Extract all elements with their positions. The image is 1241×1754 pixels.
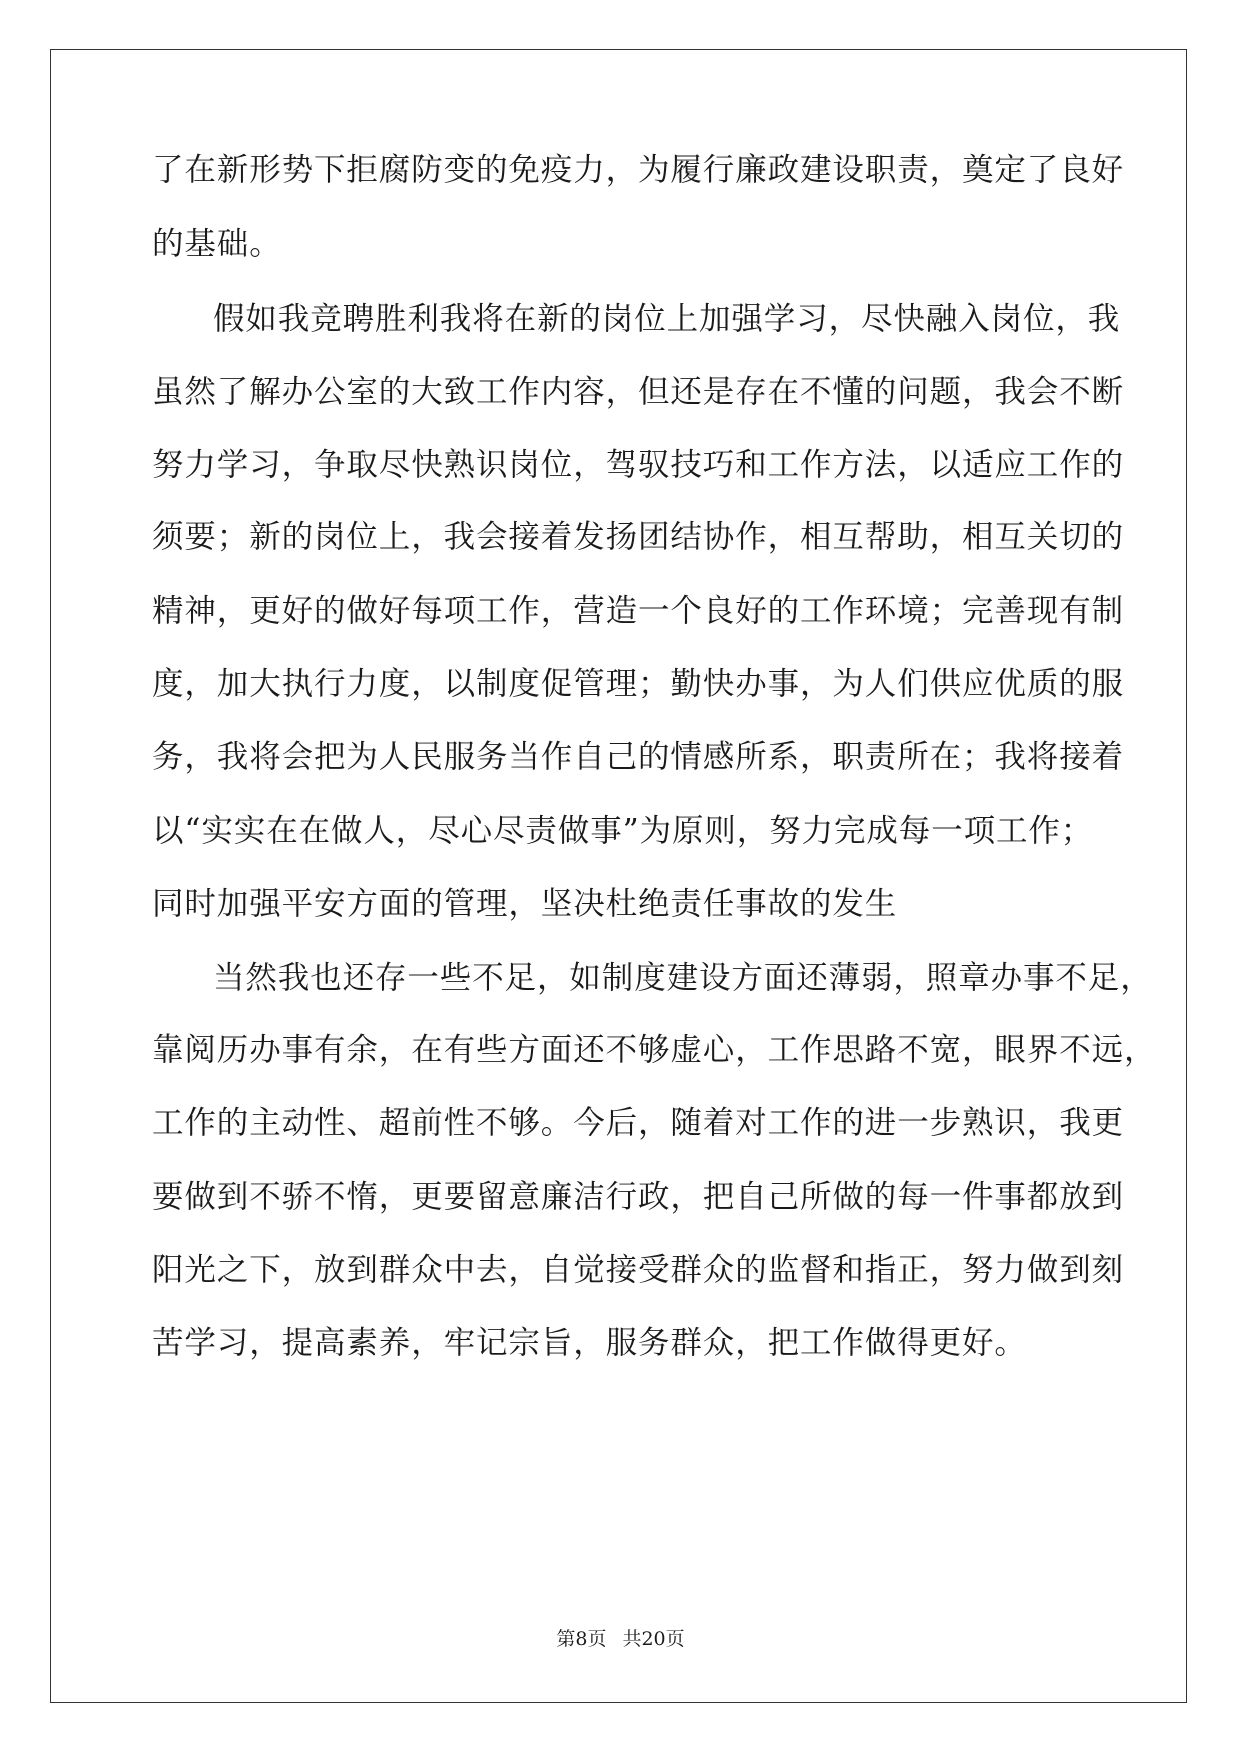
text-line: 假如我竞聘胜利我将在新的岗位上加强学习，尽快融入岗位，我 [213, 301, 1121, 337]
text-line: 了在新形势下拒腐防变的免疫力，为履行廉政建设职责，奠定了良好 [152, 152, 1125, 188]
page-footer [0, 1627, 1241, 1651]
page-border [50, 49, 1187, 1703]
total-pages-label: 共20页 [622, 1628, 685, 1650]
text-line: 要做到不骄不惰，更要留意廉洁行政，把自己所做的每一件事都放到 [152, 1179, 1125, 1215]
text-line: 靠阅历办事有余，在有些方面还不够虚心，工作思路不宽，眼界不远， [152, 1032, 1157, 1068]
current-page-label: 第8页 [556, 1628, 607, 1650]
text-line: 务，我将会把为人民服务当作自己的情感所系，职责所在；我将接着 [152, 739, 1125, 775]
text-line: 同时加强平安方面的管理，坚决杜绝责任事故的发生 [152, 886, 898, 922]
text-line: 苦学习，提高素养，牢记宗旨，服务群众，把工作做得更好。 [152, 1325, 1027, 1361]
text-line: 须要；新的岗位上，我会接着发扬团结协作，相互帮助，相互关切的 [152, 519, 1125, 555]
text-line: 精神，更好的做好每项工作，营造一个良好的工作环境；完善现有制 [152, 593, 1125, 629]
text-line: 努力学习，争取尽快熟识岗位，驾驭技巧和工作方法，以适应工作的 [152, 447, 1125, 483]
text-line: 虽然了解办公室的大致工作内容，但还是存在不懂的问题，我会不断 [152, 374, 1125, 410]
text-line: 当然我也还存一些不足，如制度建设方面还薄弱，照章办事不足， [213, 960, 1153, 996]
text-line: 的基础。 [152, 226, 282, 262]
text-line: 工作的主动性、超前性不够。今后，随着对工作的进一步熟识，我更 [152, 1105, 1125, 1141]
text-line: 阳光之下，放到群众中去，自觉接受群众的监督和指正，努力做到刻 [152, 1252, 1125, 1288]
text-line: 度，加大执行力度，以制度促管理；勤快办事，为人们供应优质的服 [152, 666, 1125, 702]
text-line: 以“实实在在做人，尽心尽责做事”为原则，努力完成每一项工作； [152, 813, 1094, 849]
